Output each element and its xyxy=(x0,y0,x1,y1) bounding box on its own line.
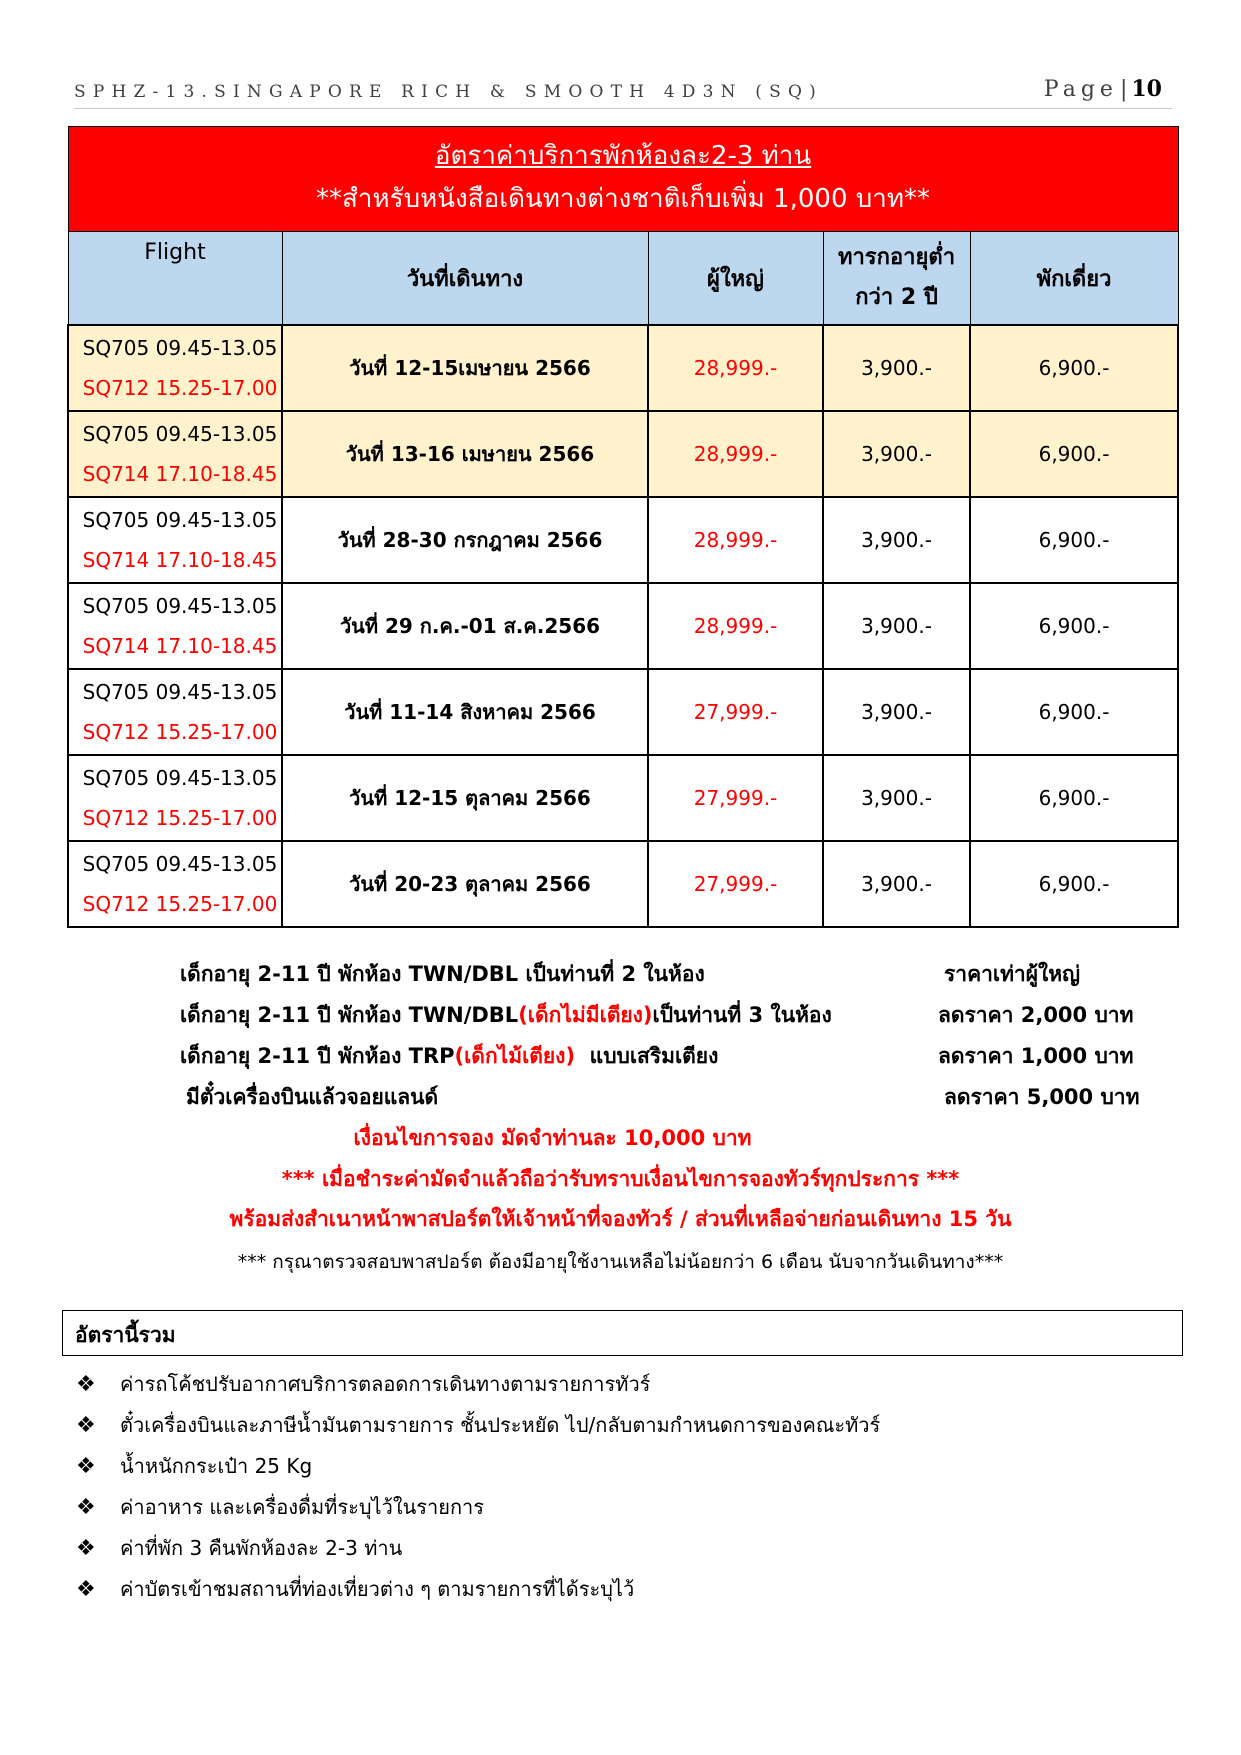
note-child-twn-2nd: เด็กอายุ 2-11 ปี พักห้อง TWN/DBL เป็นท่านที่ 2 ในห้อง xyxy=(180,962,705,986)
includes-item xyxy=(76,1409,880,1441)
outbound-flight: SQ705 09.45-13.05 xyxy=(82,852,278,876)
infant-price: 3,900.- xyxy=(823,583,970,669)
flight-cell xyxy=(68,411,282,497)
table-body xyxy=(68,325,1178,927)
document-title: SPHZ-13.SINGAPORE RICH & SMOOTH 4D3N (SQ) xyxy=(74,82,823,102)
header-flight: Flight xyxy=(68,232,282,326)
infant-price: 3,900.- xyxy=(823,669,970,755)
header-infant-line2: กว่า 2 ปี xyxy=(855,285,938,310)
flight-cell xyxy=(68,841,282,927)
table-title-cell xyxy=(68,127,1178,232)
diamond-bullet-icon: ❖ xyxy=(76,1577,96,1602)
return-flight: SQ714 17.10-18.45 xyxy=(82,634,278,658)
outbound-flight: SQ705 09.45-13.05 xyxy=(82,508,278,532)
header-adult: ผู้ใหญ่ xyxy=(648,232,823,326)
table-title-row xyxy=(68,127,1178,232)
adult-price: 27,999.- xyxy=(648,841,823,927)
flight-cell xyxy=(68,325,282,411)
return-flight: SQ712 15.25-17.00 xyxy=(82,376,278,400)
note-joinland-price: ลดราคา 5,000 บาท xyxy=(944,1085,1140,1109)
table-row xyxy=(68,411,1178,497)
travel-date: วันที่ 13-16 เมษายน 2566 xyxy=(282,411,648,497)
page-number: 10 xyxy=(1131,76,1162,102)
table-row xyxy=(68,755,1178,841)
page-header xyxy=(74,76,1172,109)
booking-condition: เงื่อนไขการจอง มัดจำท่านละ 10,000 บาท xyxy=(353,1126,752,1150)
table-title: อัตราค่าบริการพักห้องละ2-3 ท่าน xyxy=(434,141,812,171)
adult-price: 28,999.- xyxy=(648,583,823,669)
flight-cell xyxy=(68,755,282,841)
single-supplement: 6,900.- xyxy=(970,497,1178,583)
includes-header-box xyxy=(62,1310,1183,1356)
note-child-nobed-suffix: เป็นท่านที่ 3 ในห้อง xyxy=(652,1003,832,1027)
deposit-acknowledgement: *** เมื่อชำระค่ามัดจำแล้วถือว่ารับทราบเงื่อนไขการจองทัวร์ทุกประการ *** xyxy=(281,1167,960,1191)
includes-title: อัตรานี้รวม xyxy=(75,1323,176,1347)
diamond-bullet-icon: ❖ xyxy=(76,1454,96,1479)
includes-item xyxy=(76,1573,634,1605)
travel-date: วันที่ 12-15เมษายน 2566 xyxy=(282,325,648,411)
table-row xyxy=(68,497,1178,583)
travel-date: วันที่ 29 ก.ค.-01 ส.ค.2566 xyxy=(282,583,648,669)
outbound-flight: SQ705 09.45-13.05 xyxy=(82,766,278,790)
table-subtitle: **สำหรับหนังสือเดินทางต่างชาติเก็บเพิ่ม 1,000 บาท** xyxy=(316,184,930,214)
table-header-row xyxy=(68,232,1178,326)
page-number-block xyxy=(1044,76,1162,102)
passport-send-note: พร้อมส่งสำเนาหน้าพาสปอร์ตให้เจ้าหน้าที่จองทัวร์ / ส่วนที่เหลือจ่ายก่อนเดินทาง 15 วัน xyxy=(229,1207,1012,1231)
includes-item xyxy=(76,1491,484,1523)
single-supplement: 6,900.- xyxy=(970,411,1178,497)
adult-price: 28,999.- xyxy=(648,497,823,583)
return-flight: SQ712 15.25-17.00 xyxy=(82,720,278,744)
single-supplement: 6,900.- xyxy=(970,755,1178,841)
diamond-bullet-icon: ❖ xyxy=(76,1372,96,1397)
outbound-flight: SQ705 09.45-13.05 xyxy=(82,680,278,704)
diamond-bullet-icon: ❖ xyxy=(76,1536,96,1561)
infant-price: 3,900.- xyxy=(823,325,970,411)
return-flight: SQ714 17.10-18.45 xyxy=(82,462,278,486)
includes-item-text: ค่ารถโค้ชปรับอากาศบริการตลอดการเดินทางตามรายการทัวร์ xyxy=(120,1372,651,1396)
includes-item xyxy=(76,1450,312,1482)
note-child-nobed xyxy=(180,999,832,1032)
return-flight: SQ712 15.25-17.00 xyxy=(82,806,278,830)
note-child-nobed-prefix: เด็กอายุ 2-11 ปี พักห้อง TWN/DBL xyxy=(180,1003,519,1027)
page-separator: | xyxy=(1119,77,1128,102)
note-child-twn-2nd-price: ราคาเท่าผู้ใหญ่ xyxy=(944,962,1081,986)
note-child-nobed-red: (เด็กไม่มีเตียง) xyxy=(518,1003,653,1027)
infant-price: 3,900.- xyxy=(823,411,970,497)
adult-price: 27,999.- xyxy=(648,669,823,755)
infant-price: 3,900.- xyxy=(823,841,970,927)
note-joinland: มีตั๋วเครื่องบินแล้วจอยแลนด์ xyxy=(186,1085,439,1109)
flight-cell xyxy=(68,669,282,755)
travel-date: วันที่ 11-14 สิงหาคม 2566 xyxy=(282,669,648,755)
infant-price: 3,900.- xyxy=(823,497,970,583)
includes-item-text: ค่าอาหาร และเครื่องดื่มที่ระบุไว้ในรายการ xyxy=(120,1495,485,1519)
travel-date: วันที่ 12-15 ตุลาคม 2566 xyxy=(282,755,648,841)
includes-item xyxy=(76,1368,650,1400)
note-child-trp xyxy=(180,1040,718,1073)
includes-item-text: ตั๋วเครื่องบินและภาษีน้ำมันตามรายการ ชั้นประหยัด ไป/กลับตามกำหนดการของคณะทัวร์ xyxy=(120,1413,881,1437)
single-supplement: 6,900.- xyxy=(970,669,1178,755)
outbound-flight: SQ705 09.45-13.05 xyxy=(82,336,278,360)
header-single: พักเดี่ยว xyxy=(970,232,1178,326)
includes-item xyxy=(76,1532,402,1564)
rates-table xyxy=(67,126,1179,928)
table-row xyxy=(68,841,1178,927)
diamond-bullet-icon: ❖ xyxy=(76,1495,96,1520)
note-child-trp-red: (เด็กไม้เตียง) xyxy=(454,1044,576,1068)
header-infant xyxy=(823,232,970,326)
single-supplement: 6,900.- xyxy=(970,583,1178,669)
flight-cell xyxy=(68,497,282,583)
note-child-nobed-price: ลดราคา 2,000 บาท xyxy=(938,1003,1134,1027)
return-flight: SQ714 17.10-18.45 xyxy=(82,548,278,572)
page-label: Page xyxy=(1043,77,1118,102)
includes-item-text: ค่าบัตรเข้าชมสถานที่ท่องเที่ยวต่าง ๆ ตามรายการที่ได้ระบุไว้ xyxy=(120,1577,635,1601)
adult-price: 28,999.- xyxy=(648,325,823,411)
flight-cell xyxy=(68,583,282,669)
single-supplement: 6,900.- xyxy=(970,841,1178,927)
travel-date: วันที่ 28-30 กรกฎาคม 2566 xyxy=(282,497,648,583)
table-row xyxy=(68,325,1178,411)
table-row xyxy=(68,583,1178,669)
outbound-flight: SQ705 09.45-13.05 xyxy=(82,422,278,446)
travel-date: วันที่ 20-23 ตุลาคม 2566 xyxy=(282,841,648,927)
note-child-trp-prefix: เด็กอายุ 2-11 ปี พักห้อง TRP xyxy=(180,1044,455,1068)
table-row xyxy=(68,669,1178,755)
adult-price: 27,999.- xyxy=(648,755,823,841)
header-travel-date: วันที่เดินทาง xyxy=(282,232,648,326)
infant-price: 3,900.- xyxy=(823,755,970,841)
single-supplement: 6,900.- xyxy=(970,325,1178,411)
passport-validity-note: *** กรุณาตรวจสอบพาสปอร์ต ต้องมีอายุใช้งานเหลือไม่น้อยกว่า 6 เดือน นับจากวันเดินทาง*** xyxy=(237,1251,1004,1273)
adult-price: 28,999.- xyxy=(648,411,823,497)
includes-item-text: ค่าที่พัก 3 คืนพักห้องละ 2-3 ท่าน xyxy=(120,1536,403,1560)
diamond-bullet-icon: ❖ xyxy=(76,1413,96,1438)
return-flight: SQ712 15.25-17.00 xyxy=(82,892,278,916)
includes-item-text: น้ำหนักกระเป๋า 25 Kg xyxy=(120,1454,313,1478)
note-child-trp-suffix: แบบเสริมเตียง xyxy=(589,1044,719,1068)
outbound-flight: SQ705 09.45-13.05 xyxy=(82,594,278,618)
header-infant-line1: ทารกอายุต่ำ xyxy=(837,245,956,270)
note-child-trp-price: ลดราคา 1,000 บาท xyxy=(938,1044,1134,1068)
